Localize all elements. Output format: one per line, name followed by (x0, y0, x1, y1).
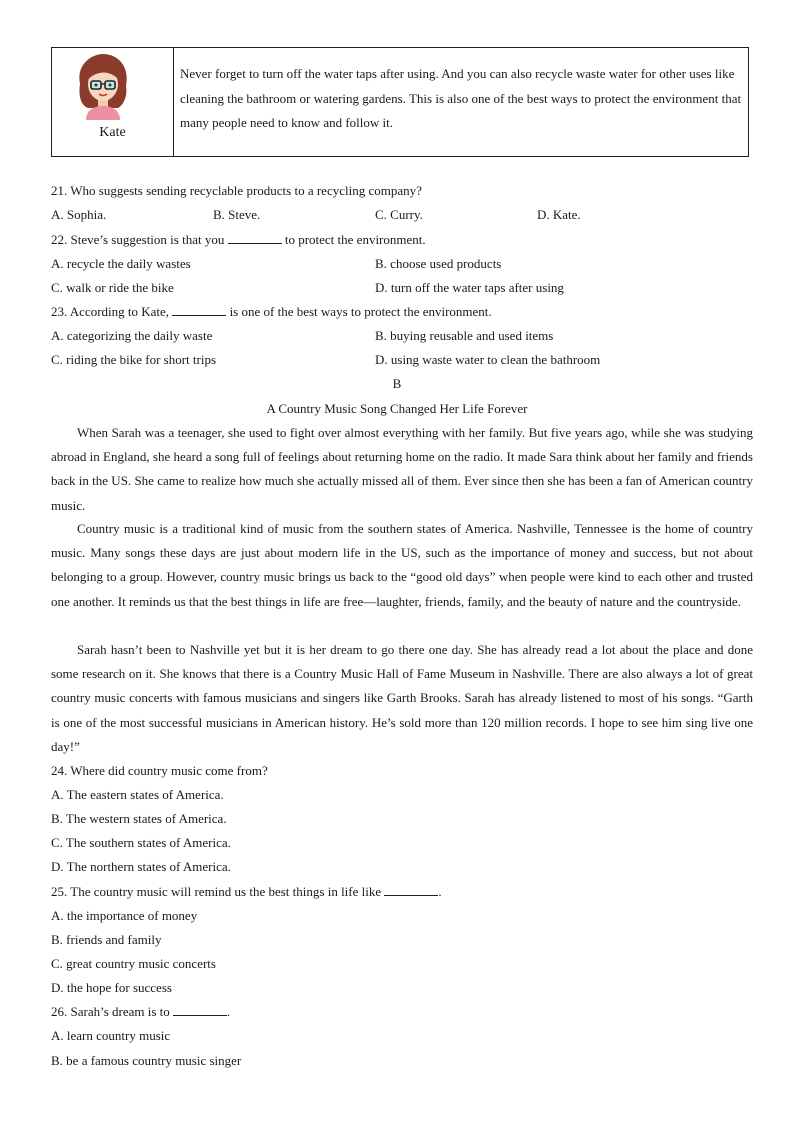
q24-option-c: C. The southern states of America. (51, 835, 231, 850)
q21-option-a: A. Sophia. (51, 207, 107, 222)
q25-option-d: D. the hope for success (51, 980, 172, 995)
q25-stem-post: . (438, 884, 442, 899)
q22-option-c: C. walk or ride the bike (51, 280, 174, 295)
q22-option-d: D. turn off the water taps after using (375, 280, 564, 295)
kate-avatar-icon (72, 54, 134, 120)
q21-stem: 21. Who suggests sending recyclable products to a recycling company? (51, 183, 422, 198)
kate-name: Kate (99, 125, 126, 140)
q25-blank (384, 883, 438, 896)
q23-stem-post: is one of the best ways to protect the environment. (229, 304, 492, 319)
q25-option-a: A. the importance of money (51, 908, 198, 923)
q22-blank (228, 231, 282, 244)
q25-stem-pre: 25. The country music will remind us the best things in life like (51, 884, 382, 899)
kate-avatar-cell (52, 48, 174, 156)
q24-stem: 24. Where did country music come from? (51, 763, 268, 778)
q22-option-a: A. recycle the daily wastes (51, 256, 191, 271)
q26-option-a: A. learn country music (51, 1028, 171, 1043)
q24-option-b: B. The western states of America. (51, 811, 227, 826)
q22-stem-pre: 22. Steve’s suggestion is that you (51, 232, 225, 247)
kate-advice-text: Never forget to turn off the water taps after using. And you can also recycle waste water for other uses like cleaning the bathroom or watering gardens. This is also one of the best ways to protect the environment that many people need to know and follow it. (180, 66, 742, 130)
q26-blank (173, 1003, 227, 1016)
q23-option-b: B. buying reusable and used items (375, 328, 554, 343)
q23-stem-pre: 23. According to Kate, (51, 304, 170, 319)
q25-option-c: C. great country music concerts (51, 956, 216, 971)
q21-option-b: B. Steve. (213, 207, 261, 222)
q25-option-b: B. friends and family (51, 932, 162, 947)
q24-option-a: A. The eastern states of America. (51, 787, 224, 802)
q23-option-d: D. using waste water to clean the bathroom (375, 352, 601, 367)
q24-option-d: D. The northern states of America. (51, 859, 231, 874)
q21-option-d: D. Kate. (537, 207, 581, 222)
q26-stem (51, 1003, 230, 1021)
passage-paragraph-2: Country music is a traditional kind of music from the southern states of America. Nashville, Tennessee is the home of country music. Many songs these days are just about modern life in the US, such as the importance of money and success, but not about belonging to a group. However, country music brings us back to the “good old days” when people were kind to each other and trusted one another. It reminds us that the best things in life are free—laughter, friends, family, and the beauty of nature and the countryside. (51, 521, 753, 609)
q23-blank (172, 303, 226, 316)
passage-paragraph-3: Sarah hasn’t been to Nashville yet but it is her dream to go there one day. She has already read a lot about the place and done some research on it. She knows that there is a Country Music Hall of Fame Museum in Nashville. There are also always a lot of great country music concerts with famous musicians and singers like Garth Brooks. Sarah has already listened to most of his songs. “Garth is one of the most successful musicians in American history. He’s sold more than 120 million records. I hope to see him sing live one day!” (51, 642, 753, 754)
q22-stem (51, 231, 426, 249)
q26-option-b: B. be a famous country music singer (51, 1053, 242, 1068)
q23-stem (51, 303, 492, 321)
q22-option-b: B. choose used products (375, 256, 502, 271)
q26-stem-pre: 26. Sarah’s dream is to (51, 1004, 170, 1019)
q21-option-c: C. Curry. (375, 207, 423, 222)
q25-stem (51, 883, 442, 901)
q26-stem-post: . (227, 1004, 231, 1019)
passage-title: A Country Music Song Changed Her Life Forever (266, 401, 528, 416)
q23-option-c: C. riding the bike for short trips (51, 352, 217, 367)
passage-paragraph-1: When Sarah was a teenager, she used to fight over almost everything with her family. But five years ago, while she was studying abroad in England, she heard a song full of feelings about returning home on the radio. It made Sara think about her family and friends back in the US. She came to realize how much she actually missed all of them. Ever since then she has been a fan of American country music. (51, 425, 753, 513)
q23-option-a: A. categorizing the daily waste (51, 328, 213, 343)
kate-advice-box (51, 47, 749, 157)
q22-stem-post: to protect the environment. (284, 232, 426, 247)
section-letter: B (392, 376, 402, 391)
